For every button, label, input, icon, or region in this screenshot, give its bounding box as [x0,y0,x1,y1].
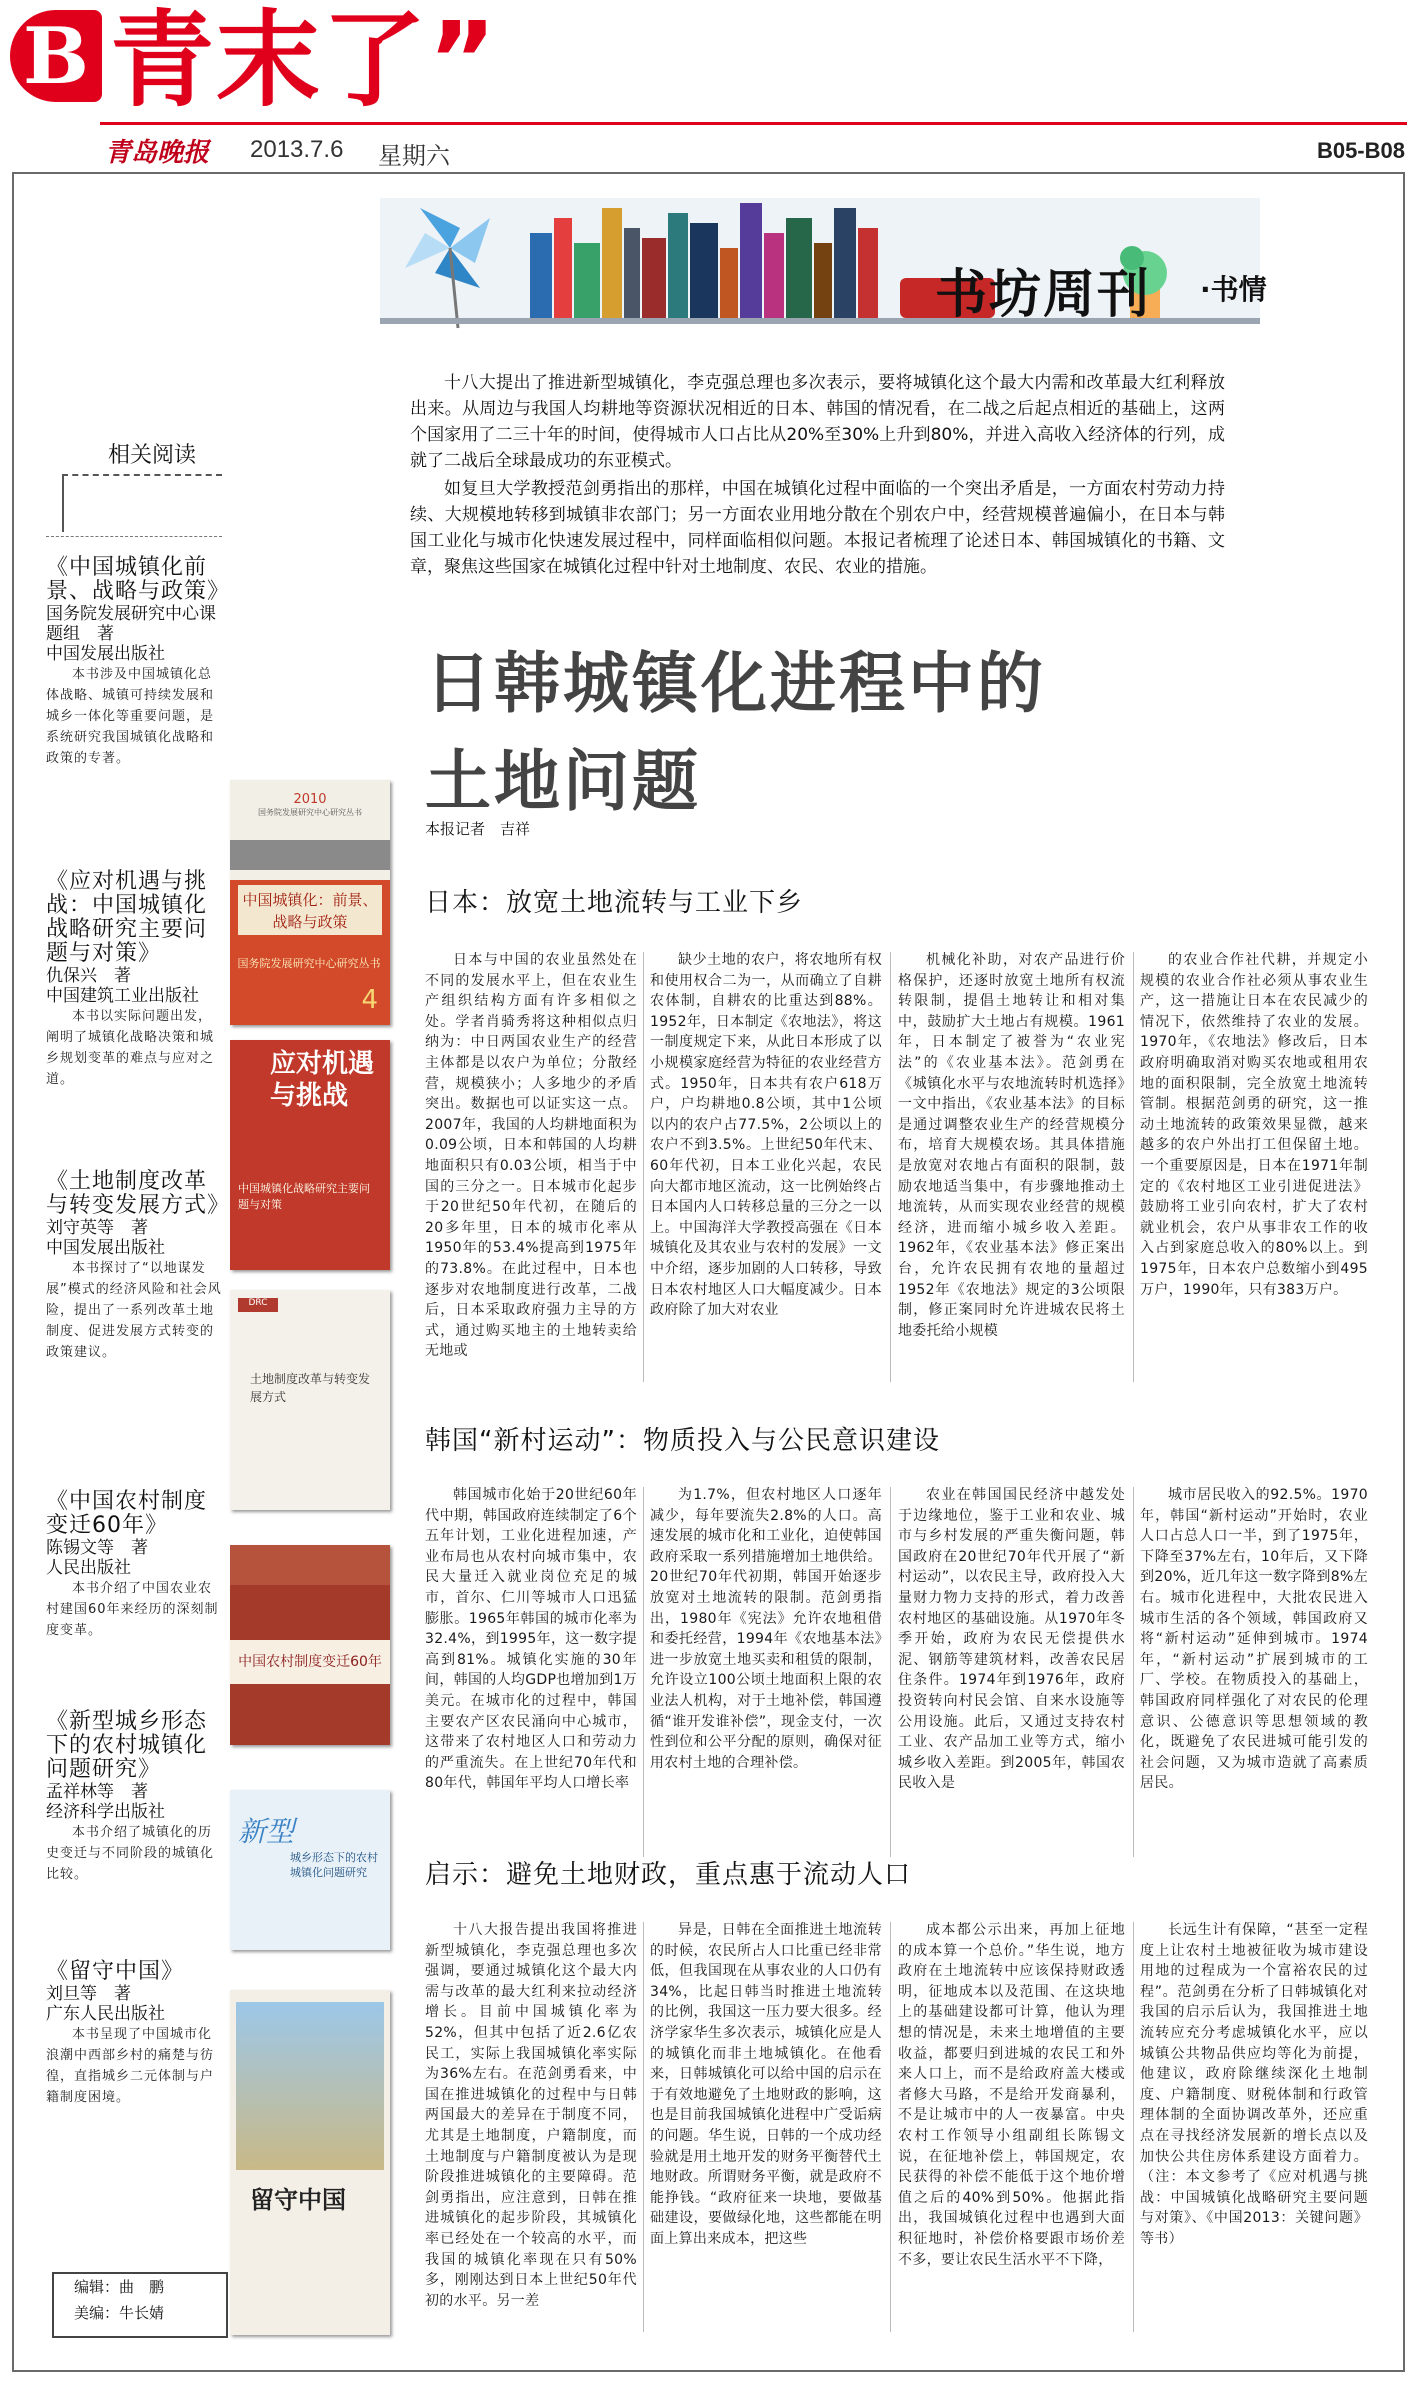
book-publisher: 广东人民出版社 [46,2004,165,2024]
book-publisher: 中国发展出版社 [46,1238,165,1258]
article-byline: 本报记者 吉祥 [425,820,531,838]
intro-paragraph: 如复旦大学教授范剑勇指出的那样，中国在城镇化过程中面临的一个突出矛盾是，一方面农村劳动力持续、大规模地转移到城镇非农部门；另一方面农业用地分散在个别农户中，经营规模普遍偏小，在日本与韩国工业化与城市化快速发展过程中，同样面临相似问题。本报记者梳理了论述日本、韩国城镇化的书籍、文章，聚焦这些国家在城镇化过程中针对土地制度、农民、农业的措施。 [410,479,1225,577]
newspaper-name: 青岛晚报 [105,138,210,168]
masthead-rule [100,122,1407,125]
editor-name: 编辑：曲 鹏 [74,2278,165,2296]
book-description: 本书以实际问题出发，阐明了城镇化战略决策和城乡规划变革的难点与应对之道。 [46,1009,215,1087]
column-divider [890,952,891,1382]
section-title: 书坊周刊 [935,265,1152,325]
cover-title: 应对机遇与挑战 [270,1049,375,1111]
article-column: 日本与中国的农业虽然处在不同的发展水平上，但在农业生产组织结构方面有许多相似之处。学者肖骑秀将这种相似点归纳为：中日两国农业生产的经营主体都是以农户为单位；分散经营，规模狭小；人多地少的矛盾突出。数据也可以证实这一点。2007年，我国的人均耕地面积为0.09公顷，日本和韩国的人均耕地面积只有0.03公顷，相当于中国的三分之一。日本城市化起步于20世纪50年代初，在随后的20多年里，日本的城市化率从1950年的53.4%提高到1975年的73.8%。在此过程中，日本也逐步对农地制度进行改革，二战后，日本采取政府强力主导的方式，通过购买地主的土地转卖给无地或 [425,952,637,1360]
book-author: 仇保兴 著 [46,966,131,986]
column-divider [890,1922,891,2332]
book-author: 孟祥林等 著 [46,1782,148,1802]
cover-title: 留守中国 [250,2186,346,2214]
book-cover-image [230,1040,390,1270]
book-entry [46,870,224,1090]
book-title: 《留守中国》 [46,1959,185,1984]
section-subhead: 韩国“新村运动”：物质投入与公民意识建设 [425,1426,940,1456]
cover-title: 中国农村制度变迁60年 [230,1640,390,1684]
article-column: 为1.7%，但农村地区人口逐年减少，每年要流失2.8%的人口。高速发展的城市化和工业化，迫使韩国政府采取一系列措施增加土地供给。20世纪70年代初期，韩国开始逐步放宽对土地流转的限制。范剑勇指出，1980年《宪法》允许农地租借和委托经营，1994年《农地基本法》进一步放宽土地买卖和租赁的限制，允许设立100公顷土地面积上限的农业法人机构，对于土地补偿，韩国遵循“谁开发谁补偿”，现金支付，一次性到位和公平分配的原则，确保对征用农村土地的合理补偿。 [650,1487,882,1771]
section-subtitle: ·书情 [1200,273,1267,306]
section-subhead: 日本：放宽土地流转与工业下乡 [425,888,804,918]
cover-volume-number: 4 [361,985,378,1015]
article-headline: 日韩城镇化进程中的 [425,645,1046,722]
cover-title: 中国城镇化：前景、战略与政策 [238,885,382,935]
book-publisher: 中国发展出版社 [46,644,165,664]
cover-band: 国务院发展研究中心研究丛书 [237,957,381,970]
book-description: 本书介绍了城镇化的历史变迁与不同阶段的城镇化比较。 [46,1825,215,1882]
page-range: B05-B08 [1316,138,1405,163]
article-column: 机械化补助，对农产品进行价格保护，还逐时放宽土地所有权流转限制，提倡土地转让和相对集中，鼓励扩大土地占有规模。1961年，日本制定了被誉为“农业宪法”的《农业基本法》。范剑勇在《城镇化水平与农地流转时机选择》一文中指出，《农业基本法》的目标是通过调整农业生产的经营规模分布，培育大规模农场。其具体措施是放宽对农地占有面积的限制，鼓励农地适当集中，有步骤地推动土地流转，从而实现农业经营的规模经济，进而缩小城乡收入差距。1962年，《农业基本法》修正案出台，允许农民拥有农地的量超过1952年《农地法》规定的3公顷限制，修正案同时允许进城农民将土地委托给小规模 [898,952,1125,1339]
article-column: 十八大报告提出我国将推进新型城镇化，李克强总理也多次强调，要通过城镇化这个最大内需与改革的最大红利来拉动经济增长。目前中国城镇化率为52%，但其中包括了近2.6亿农民工，实际上我国城镇化率实际为36%左右。在范剑勇看来，中国在推进城镇化的过程中与日韩两国最大的差异在于制度不同，尤其是土地制度，户籍制度，而土地制度与户籍制度被认为是现阶段推进城镇化的主要障碍。范剑勇指出，应注意到，日韩在推进城镇化的起步阶段，其城镇化率已经处在一个较高的水平，而我国的城镇化率现在只有50%多，刚刚达到日本上世纪50年代初的水平。另一差 [425,1922,637,2309]
masthead-title-text: 青末了 [110,0,429,121]
b-logo-icon [10,10,102,102]
column-divider [1133,952,1134,1382]
book-cover-image [230,1290,390,1510]
book-cover-image [230,780,390,1025]
book-title: 《中国城镇化前景、战略与政策》 [46,555,231,604]
book-entry [46,1710,224,1885]
article-column: 成本都公示出来，再加上征地的成本算一个总价。”华生说，地方政府在土地流转中应该保持财政透明，征地成本以及范围、在这块地上的基础建设都可计算，他认为理想的情况是，未来土地增值的主要收益，都要归到进城的农民工和外来人口上，而不是给政府盖大楼或者修大马路，不是给开发商暴利，不是让城市中的人一夜暴富。中央农村工作领导小组副组长陈锡文说，在征地补偿上，韩国规定，农民获得的补偿不能低于这个地价增值之后的40%到50%。他据此指出，我国城镇化过程中也遇到大面积征地时，补偿价格要跟市场价差不多，要让农民生活水平不下降， [898,1922,1125,2268]
book-title: 《土地制度改革与转变发展方式》 [46,1169,231,1218]
book-author: 刘旦等 著 [46,1984,131,2004]
column-divider [1133,1922,1134,2332]
article-column: 异是，日韩在全面推进土地流转的时候，农民所占人口比重已经非常低，但我国现在从事农业的人口仍有34%，比起日韩当时推进土地流转的比例，我国这一压力要大很多。经济学家华生多次表示，城镇化应是人的城镇化而非土地城镇化。在他看来，日韩城镇化可以给中国的启示在于有效地避免了土地财政的影响，这也是目前我国城镇化进程中广受诟病的问题。华生说，日韩的一个成功经验就是用土地开发的财务平衡替代土地财政。所谓财务平衡，就是政府不能挣钱。“政府征来一块地，要做基础建设，要做绿化地，这些都能在明面上算出来成本，把这些 [650,1922,882,2247]
cover-title: 新型 [238,1815,295,1848]
book-cover-image [230,1545,390,1745]
masthead-quote-mark: ” [428,0,499,121]
book-title: 《新型城乡形态下的农村城镇化问题研究》 [46,1709,208,1782]
sidebar-corner-rule [62,474,64,532]
related-reading-heading: 相关阅读 [108,443,197,468]
book-author: 国务院发展研究中心课题组 著 [46,604,216,644]
book-entry [46,555,231,769]
book-description: 本书探讨了“以地谋发展”模式的经济风险和社会风险，提出了一系列改革土地制度、促进发展方式转变的政策建议。 [46,1261,222,1360]
cover-series: 国务院发展研究中心研究丛书 [258,808,362,817]
book-entry [46,1960,224,2108]
issue-weekday: 星期六 [378,143,450,170]
article-headline: 土地问题 [425,743,701,820]
book-entry [46,1490,224,1641]
book-description: 本书涉及中国城镇化总体战略、城镇可持续发展和城乡一体化等重要问题，是系统研究我国城镇化战略和政策的专著。 [46,667,215,766]
book-author: 陈锡文等 著 [46,1538,148,1558]
cover-subtitle: 中国城镇化战略研究主要问题与对策 [238,1182,370,1211]
book-publisher: 中国建筑工业出版社 [46,986,199,1006]
column-divider [890,1487,891,1857]
column-divider [643,1487,644,1857]
book-author: 刘守英等 著 [46,1218,148,1238]
designer-name: 美编：牛长婧 [74,2304,165,2322]
book-publisher: 经济科学出版社 [46,1802,165,1822]
book-title: 《应对机遇与挑战：中国城镇化战略研究主要问题与对策》 [46,869,208,966]
article-column: 农业在韩国国民经济中越发处于边缘地位，鉴于工业和农业、城市与乡村发展的严重失衡问题，韩国政府在20世纪70年代开展了“新村运动”，以农民主导，政府投入大量财力物力支持的形式，着力改善农村地区的基础设施。从1970年冬季开始，政府为农民无偿提供水泥、钢筋等建筑材料，改善农民居住条件。1974年到1976年，政府投资转向村民会馆、自来水设施等公用设施。此后，又通过支持农村工业、农产品加工业等方式，缩小城乡收入差距。到2005年，韩国农民收入是 [898,1487,1125,1792]
cover-label: DRC [238,1298,278,1312]
book-description: 本书介绍了中国农业农村建国60年来经历的深刻制度变革。 [46,1581,219,1638]
column-divider [1133,1487,1134,1857]
logo-letter: B [23,10,89,102]
article-column: 缺少土地的农户，将农地所有权和使用权合二为一，从而确立了自耕农体制，自耕农的比重达到88%。1952年，日本制定《农地法》，将这一制度规定下来，从此日本形成了以小规模家庭经营为特征的农业经营方式。1950年，日本共有农户618万户，户均耕地0.8公顷，其中1公顷以内的农户占77.5%，2公顷以上的农户不到3.5%。上世纪50年代末、60年代初，日本工业化兴起，农民向大都市地区流动，这一比例始终占日本国内人口转移总量的三分之一以上。中国海洋大学教授高强在《日本城镇化及其农业与农村的发展》一文中介绍，逐步加剧的人口转移，导致日本农村地区人口大幅度减少。日本政府除了加大对农业 [650,952,882,1319]
cover-label: 2010 [293,792,327,807]
article-column: 城市居民收入的92.5%。1970年，韩国“新村运动”开始时，农业人口占总人口一半，到了1975年，下降至37%左右，10年后，又下降到20%，近几年这一数字降到8%左右。城市化进程中，大批农民进入城市生活的各个领域，韩国政府又将“新村运动”延伸到城市。1974年，“新村运动”扩展到城市的工厂、学校。在物质投入的基础上，韩国政府同样强化了对农民的伦理意识、公德意识等思想领域的教化，既避免了农民进城可能引发的社会问题，又为城市造就了高素质居民。 [1140,1487,1368,1792]
book-title: 《中国农村制度变迁60年》 [46,1489,208,1538]
article-column: 长远生计有保障，“甚至一定程度上让农村土地被征收为城市建设用地的过程成为一个富裕农民的过程”。范剑勇在分析了日韩城镇化对我国的启示后认为，我国推进土地流转应充分考虑城镇化水平，应以城镇公共物品供应均等化为前提，他建议，政府除继续深化土地制度、户籍制度、财税体制和行政管理体制的全面协调改革外，还应重点在寻找经济发展新的增长点以及加快公共住房体系建设方面着力。（注：本文参考了《应对机遇与挑战：中国城镇化战略研究主要问题与对策》、《中国2013：关键问题》等书） [1140,1922,1368,2247]
section-subhead: 启示：避免土地财政，重点惠于流动人口 [425,1860,912,1890]
issue-date: 2013.7.6 [250,136,344,163]
column-divider [643,952,644,1382]
sidebar-top-rule [62,474,222,476]
book-cover-image [230,1990,390,2335]
book-cover-image [230,1790,390,1950]
book-publisher: 人民出版社 [46,1558,131,1578]
intro-paragraph: 十八大提出了推进新型城镇化，李克强总理也多次表示，要将城镇化这个最大内需和改革最大红利释放出来。从周边与我国人均耕地等资源状况相近的日本、韩国的情况看，在二战之后起点相近的基础上，这两个国家用了二三十年的时间，使得城市人口占比从20%至30%上升到80%，并进入高收入经济体的行列，成就了二战后全球最成功的东亚模式。 [410,373,1225,471]
book-entry [46,1169,231,1363]
book-description: 本书呈现了中国城市化浪潮中西部乡村的痛楚与彷徨，直指城乡二元体制与户籍制度困境。 [46,2027,215,2105]
article-column: 的农业合作社代耕，并规定小规模的农业合作社必须从事农业生产，这一措施让日本在农民减少的情况下，依然维持了农业的发展。1970年，《农地法》修改后，日本政府明确取消对购买农地或租用农地的面积限制，完全放宽土地流转管制。根据范剑勇的研究，这一推动土地流转的政策效果显微，越来越多的农户外出打工但保留土地。一个重要原因是，日本在1971年制定的《农村地区工业引进促进法》鼓励将工业引向农村，扩大了农村就业机会，农户从事非农工作的收入占到家庭总收入的80%以上。到1975年，日本农户总数缩小到495万户，1990年，只有383万户。 [1140,952,1368,1298]
column-divider [643,1922,644,2332]
cover-title: 土地制度改革与转变发展方式 [250,1372,371,1404]
section-masthead-title [110,0,498,120]
cover-subtitle: 城乡形态下的农村城镇化问题研究 [290,1851,378,1879]
article-column: 韩国城市化始于20世纪60年代中期，韩国政府连续制定了6个五年计划，工业化进程加速，产业布局也从农村向城市集中，农民大量迁入就业岗位充足的城市，首尔、仁川等城市人口迅猛膨胀。1965年韩国的城市化率为32.4%，到1995年，这一数字提高到81%。城镇化实施的30年间，韩国的人均GDP也增加到1万美元。在城市化的过程中，韩国主要农产区农民涌向中心城市，这带来了农村地区人口和劳动力的严重流失。在上世纪70年代和80年代，韩国年平均人口增长率 [425,1487,637,1792]
editor-credits [52,2272,228,2338]
sidebar-dash-rule [46,536,222,537]
